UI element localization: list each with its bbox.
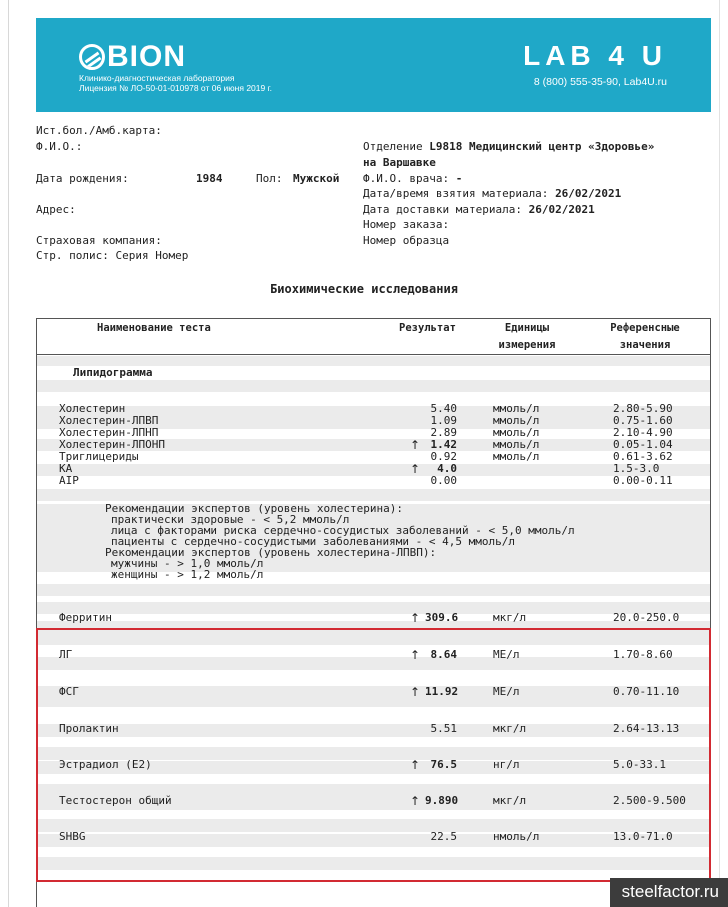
department-value-cont: на Варшавке — [363, 156, 436, 169]
lab-header-banner — [36, 18, 711, 112]
department-label: Отделение — [363, 140, 423, 153]
test-name: Ферритин — [59, 611, 112, 624]
card-label: Ист.бол./Амб.карта: — [36, 124, 162, 137]
department-value: L9818 Медицинский центр «Здоровье» — [429, 140, 655, 153]
high-flag-icon: ↑ — [410, 462, 421, 476]
bion-logo-icon — [79, 44, 105, 70]
reference-range: 0.00-0.11 — [613, 474, 673, 487]
delivery-label: Дата доставки материала: — [363, 203, 522, 216]
page-right-edge — [719, 0, 720, 907]
group-title-text: Липидограмма — [73, 366, 153, 379]
test-result: 5.51 — [430, 722, 457, 735]
page-left-edge — [8, 0, 9, 907]
sampling-date — [363, 187, 621, 200]
high-flag-icon: ↑ — [410, 758, 421, 772]
test-result: 5.40 — [430, 402, 457, 415]
recommendation-line: женщины - > 1,2 ммоль/л — [111, 568, 264, 581]
high-flag-icon: ↑ — [410, 794, 421, 808]
test-result: 8.64 — [430, 648, 457, 661]
test-unit: нмоль/л — [493, 830, 540, 843]
test-unit: ммоль/л — [493, 402, 540, 415]
recommendation-line: пациенты с сердечно-сосудистыми заболеваниями - < 4,5 ммоль/л — [111, 535, 515, 548]
col-header-ref-2: значения — [619, 339, 671, 351]
test-name: Эстрадиол (Е2) — [59, 758, 152, 771]
test-result: 11.92 — [425, 685, 459, 698]
test-name: Тестостерон общий — [59, 794, 172, 807]
test-unit: мкг/л — [493, 794, 527, 807]
test-name: ЛГ — [59, 648, 73, 661]
sampling-label: Дата/время взятия материала: — [363, 187, 549, 200]
test-name: Холестерин-ЛПНП — [59, 426, 159, 439]
lab-contacts: 8 (800) 555-35-90, Lab4U.ru — [533, 76, 667, 88]
test-unit: МЕ/л — [493, 685, 520, 698]
col-header-units-1: Единицы — [504, 322, 550, 334]
bion-logo-text: BION — [107, 40, 186, 73]
test-name: Холестерин-ЛПОНП — [59, 438, 165, 451]
test-unit: МЕ/л — [493, 648, 520, 661]
name-label: Ф.И.О.: — [36, 140, 83, 153]
reference-range: 1.5-3.0 — [613, 462, 660, 475]
table-row — [37, 463, 710, 475]
test-result: 9.890 — [425, 794, 459, 807]
col-header-ref-1: Референсные — [610, 322, 680, 334]
dob-value: 1984 — [196, 172, 223, 185]
reference-range: 1.70-8.60 — [613, 648, 673, 661]
group-title — [73, 367, 728, 379]
dob-label: Дата рождения: — [36, 172, 129, 185]
row-stripe — [37, 380, 710, 392]
reference-range: 0.75-1.60 — [613, 414, 673, 427]
reference-range: 0.61-3.62 — [613, 450, 673, 463]
reference-range: 13.0-71.0 — [613, 830, 673, 843]
policy-label: Стр. полис: Серия Номер — [36, 249, 189, 262]
test-unit: мкг/л — [493, 722, 527, 735]
insurance-label: Страховая компания: — [36, 234, 162, 247]
sex-value: Мужской — [293, 172, 340, 185]
reference-range: 0.70-11.10 — [613, 685, 680, 698]
high-flag-icon: ↑ — [410, 685, 421, 699]
col-header-units-2: измерения — [498, 339, 556, 351]
test-result: 0.00 — [430, 474, 457, 487]
test-unit: нг/л — [493, 758, 520, 771]
test-unit: ммоль/л — [493, 414, 540, 427]
test-name: SHBG — [59, 830, 86, 843]
reference-range: 20.0-250.0 — [613, 611, 680, 624]
doctor — [363, 172, 462, 185]
high-flag-icon: ↑ — [410, 611, 421, 625]
test-name: ФСГ — [59, 685, 79, 698]
table-row — [37, 475, 710, 487]
test-unit: ммоль/л — [493, 450, 540, 463]
sample-number-label: Номер образца — [363, 234, 450, 247]
delivery-value: 26/02/2021 — [528, 203, 595, 216]
test-result: 22.5 — [430, 830, 457, 843]
lab4u-logo: LAB 4 U — [523, 40, 667, 71]
watermark: steelfactor.ru — [610, 878, 728, 907]
test-name: Холестерин-ЛПВП — [59, 414, 159, 427]
high-flag-icon: ↑ — [410, 648, 421, 662]
reference-range: 2.10-4.90 — [613, 426, 673, 439]
reference-range: 2.64-13.13 — [613, 722, 680, 735]
sampling-value: 26/02/2021 — [555, 187, 622, 200]
delivery-date — [363, 203, 595, 216]
reference-range: 5.0-33.1 — [613, 758, 666, 771]
col-header-name: Наименование теста — [97, 322, 211, 334]
test-result: 76.5 — [430, 758, 457, 771]
row-stripe — [37, 356, 710, 366]
test-name: Холестерин — [59, 402, 126, 415]
sex-label: Пол: — [256, 172, 283, 185]
reference-range: 0.05-1.04 — [613, 438, 673, 451]
reference-range: 2.500-9.500 — [613, 794, 686, 807]
lab-subtitle: Клинико-диагностическая лаборатория — [79, 73, 235, 83]
test-result: 0.92 — [430, 450, 457, 463]
table-row — [37, 612, 710, 624]
test-result: 4.0 — [437, 462, 457, 475]
test-result: 1.42 — [430, 438, 457, 451]
test-name: Пролактин — [59, 722, 119, 735]
high-flag-icon: ↑ — [410, 438, 421, 452]
reference-range: 2.80-5.90 — [613, 402, 673, 415]
test-name: Триглицериды — [59, 450, 139, 463]
recommendation-line: Рекомендации экспертов (уровень холестерина-ЛПВП): — [105, 546, 437, 559]
highlight-box — [36, 628, 711, 882]
doctor-value: - — [455, 172, 463, 185]
test-name: AIP — [59, 474, 79, 487]
recommendation-line: лица с факторами риска сердечно-сосудистых заболеваний - < 5,0 ммоль/л — [111, 524, 575, 537]
test-unit: ммоль/л — [493, 426, 540, 439]
table-header — [37, 319, 710, 355]
bion-logo — [79, 40, 186, 74]
lab-license-text — [79, 73, 272, 93]
lab-license: Лицензия № ЛО-50-01-010978 от 06 июня 2019 г. — [79, 83, 273, 93]
test-name: КА — [59, 462, 73, 475]
row-stripe — [37, 489, 710, 501]
col-header-ref — [602, 320, 688, 354]
table-row — [37, 451, 710, 463]
order-number-label: Номер заказа: — [363, 218, 450, 231]
test-result: 309.6 — [425, 611, 459, 624]
recommendation-line: Рекомендации экспертов (уровень холестерина): — [105, 502, 404, 515]
test-result: 2.89 — [430, 426, 457, 439]
test-unit: ммоль/л — [493, 438, 540, 451]
recommendation-line: практически здоровые - < 5,2 ммоль/л — [111, 513, 350, 526]
department — [363, 140, 654, 153]
test-result: 1.09 — [430, 414, 457, 427]
recommendation-line: мужчины - > 1,0 ммоль/л — [111, 557, 264, 570]
col-header-units — [490, 320, 564, 354]
row-stripe — [37, 584, 710, 596]
test-unit: мкг/л — [493, 611, 527, 624]
address-label: Адрес: — [36, 203, 76, 216]
col-header-result: Результат — [399, 322, 456, 334]
doctor-label: Ф.И.О. врача: — [363, 172, 450, 185]
section-title: Биохимические исследования — [270, 282, 458, 296]
